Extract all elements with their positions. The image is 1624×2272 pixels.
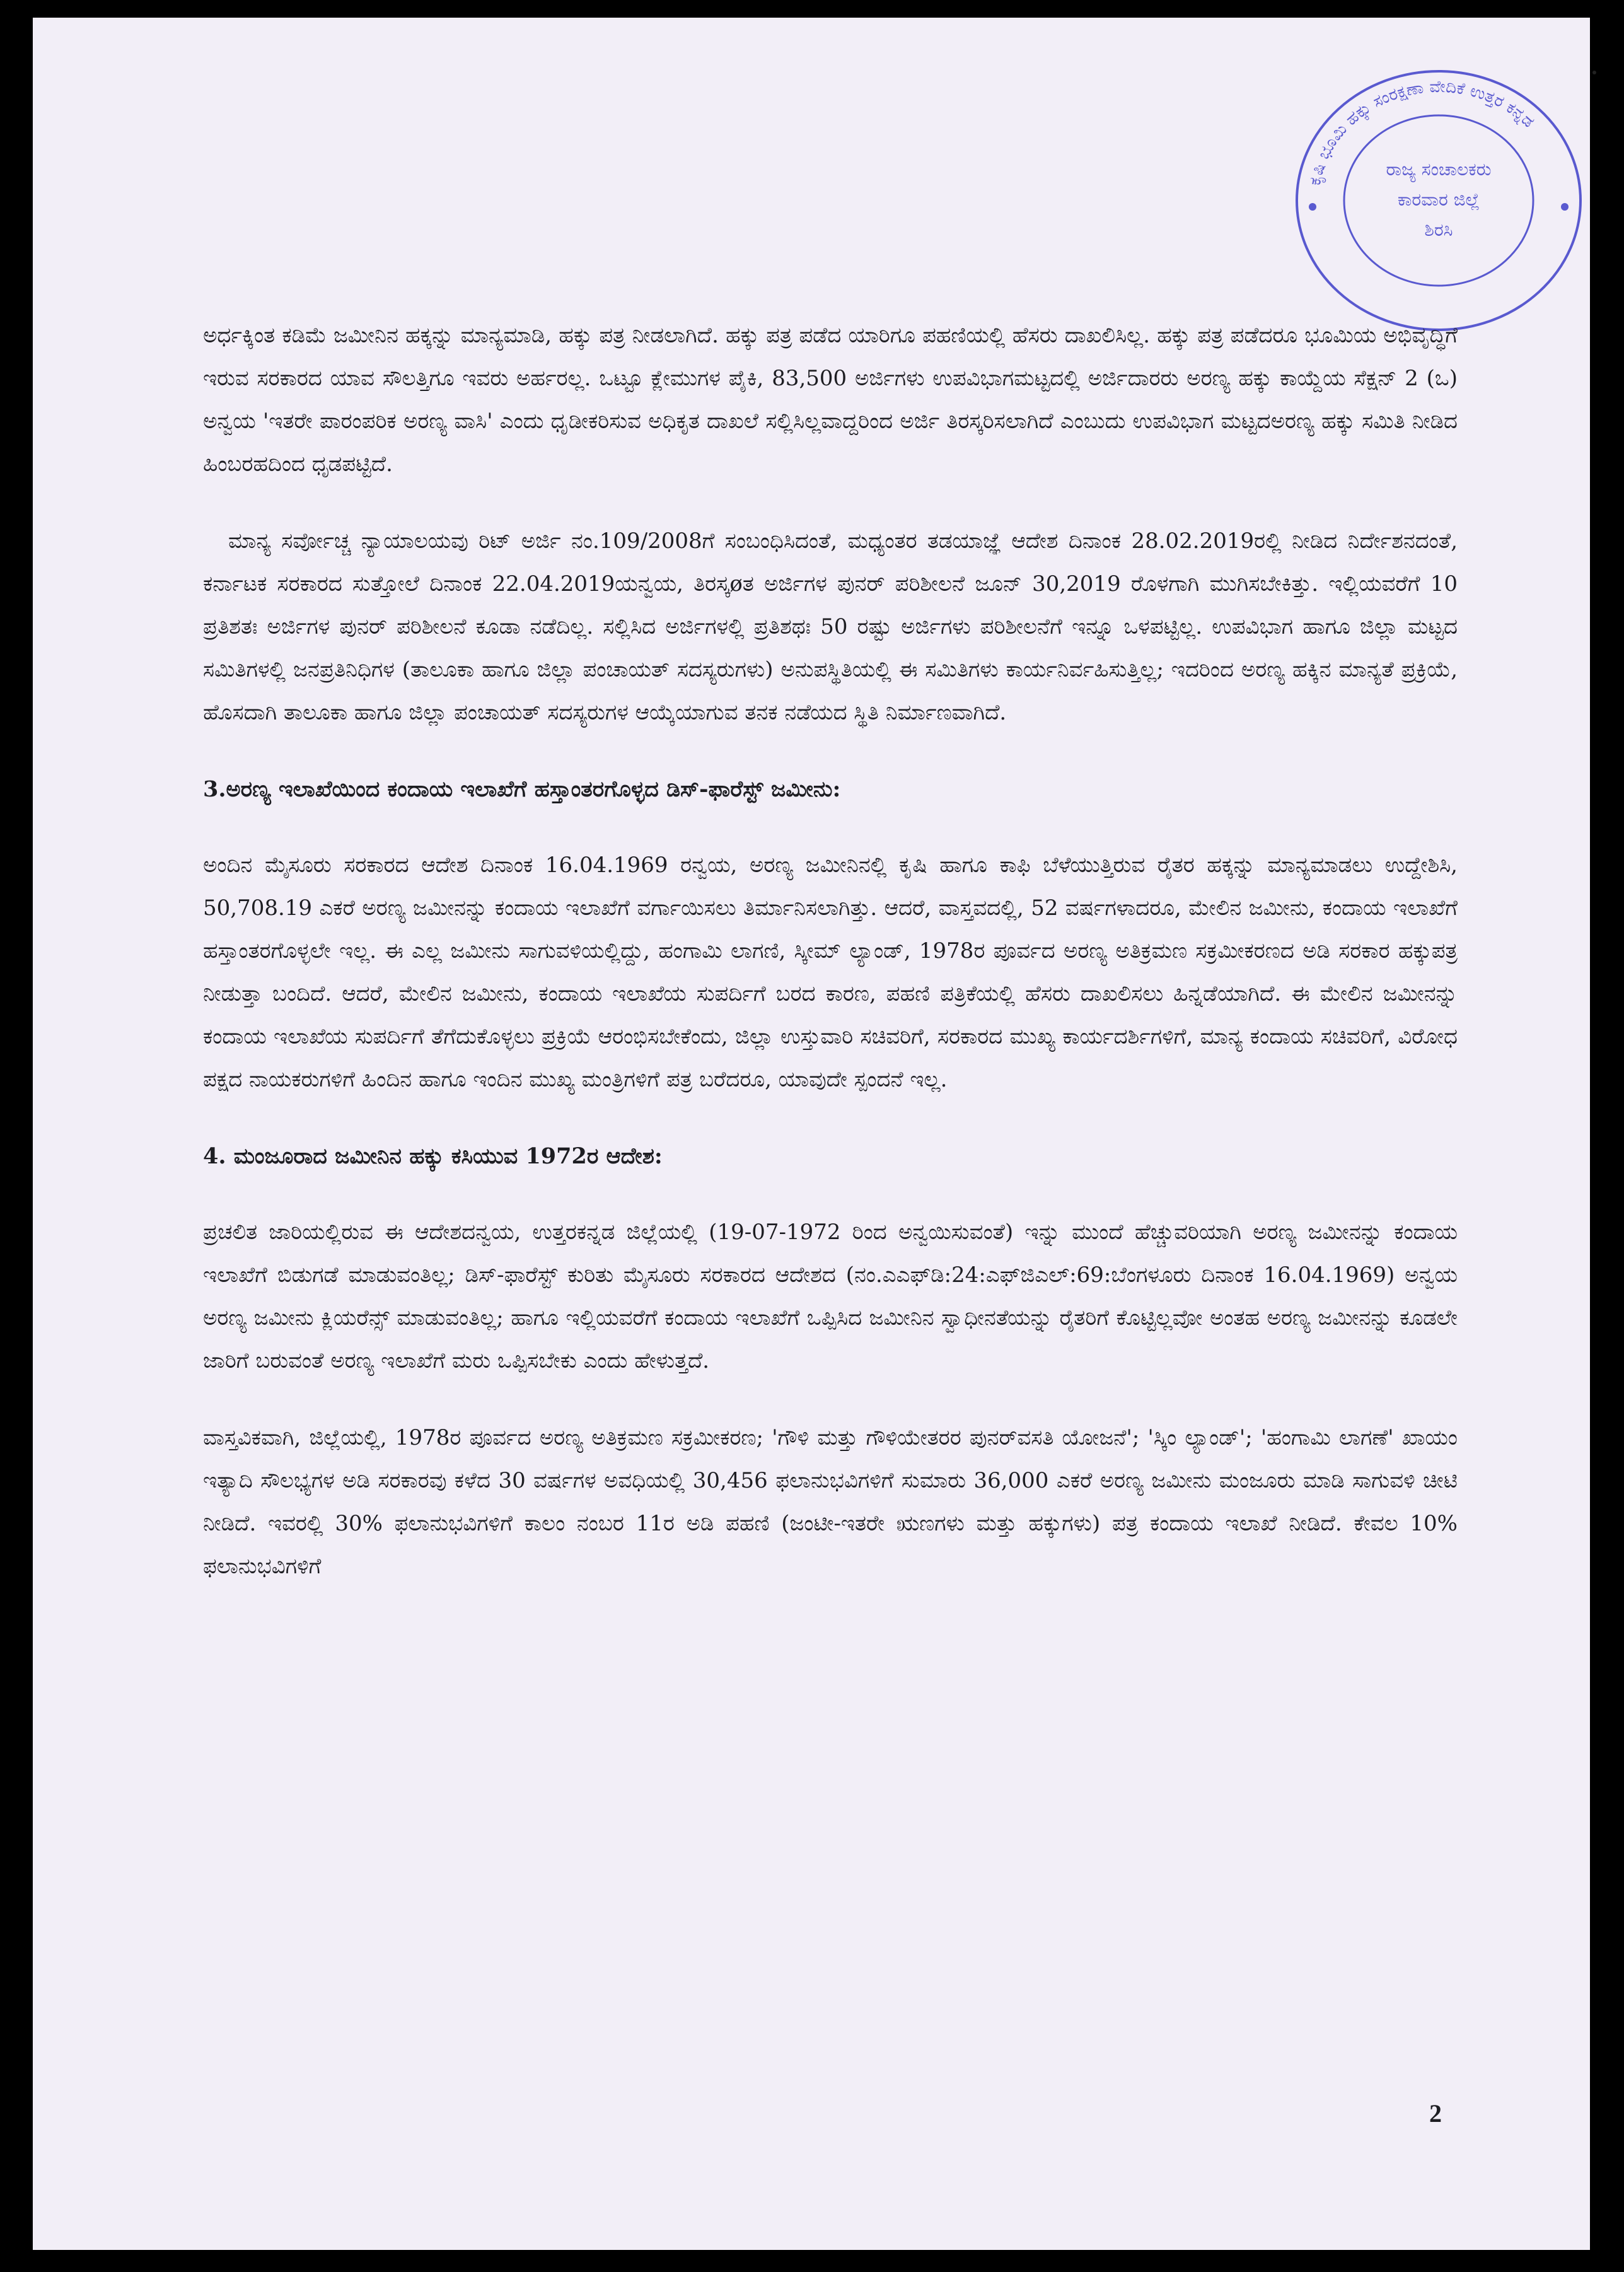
- ink-dot: [1592, 71, 1596, 74]
- section-heading-3: 3.ಅರಣ್ಯ ಇಲಾಖೆಯಿಂದ ಕಂದಾಯ ಇಲಾಖೆಗೆ ಹಸ್ತಾಂತರಗೊಳ್ಳದ ಡಿಸ್-ಫಾರೆಸ್ಟ್ ಜಮೀನು:: [203, 776, 841, 802]
- stamp-ring-text: ಕೃಷಿ ಭೂಮಿ ಹಕ್ಕು ಸಂರಕ್ಷಣಾ ವೇದಿಕೆ ಉತ್ತರ ಕನ್ನಡ: [1305, 77, 1538, 187]
- office-stamp: [1287, 62, 1590, 339]
- page-number: 2: [1429, 2099, 1442, 2128]
- stamp-line-1: ರಾಜ್ಯ ಸಂಚಾಲಕರು: [1386, 159, 1492, 180]
- paragraph-beneficiaries: ವಾಸ್ತವಿಕವಾಗಿ, ಜಿಲ್ಲೆಯಲ್ಲಿ, 1978ರ ಪೂರ್ವದ ಅರಣ್ಯ ಅತಿಕ್ರಮಣ ಸಕ್ರಮೀಕರಣ; 'ಗೌಳಿ ಮತ್ತು ಗೌಳಿಯೇತರರ ಪುನರ್‌ವಸತಿ ಯೋಜನೆ'; 'ಸ್ಕಿಂ ಲ್ಯಾಂಡ್'; 'ಹಂಗಾಮಿ ಲಾಗಣೆ' ಖಾಯಂ ಇತ್ಯಾದಿ ಸೌಲಭ್ಯಗಳ ಅಡಿ ಸರಕಾರವು ಕಳೆದ 30 ವರ್ಷಗಳ ಅವಧಿಯಲ್ಲಿ 30,456 ಫಲಾನುಭವಿಗಳಿಗೆ ಸುಮಾರು 36,000 ಎಕರೆ ಅರಣ್ಯ ಜಮೀನು ಮಂಜೂರು ಮಾಡಿ ಸಾಗುವಳಿ ಚೀಟಿ ನೀಡಿದೆ. ಇವರಲ್ಲಿ 30% ಫಲಾನುಭವಿಗಳಿಗೆ ಕಾಲಂ ನಂಬರ 11ರ ಅಡಿ ಪಹಣಿ (ಜಂಟೀ-ಇತರೇ ಋಣಗಳು ಮತ್ತು ಹಕ್ಕುಗಳು) ಪತ್ರ ಕಂದಾಯ ಇಲಾಖೆ ನೀಡಿದೆ. ಕೇವಲ 10% ಫಲಾನುಭವಿಗಳಿಗೆ: [203, 1425, 1458, 1579]
- document-page: [33, 18, 1590, 2250]
- paragraph-supreme-court-order: ಮಾನ್ಯ ಸರ್ವೋಚ್ಚ ನ್ಯಾಯಾಲಯವು ರಿಟ್ ಅರ್ಜಿ ನಂ.109/2008ಗೆ ಸಂಬಂಧಿಸಿದಂತೆ, ಮಧ್ಯಂತರ ತಡಯಾಜ್ಞೆ ಆದೇಶ ದಿನಾಂಕ 28.02.2019ರಲ್ಲಿ ನೀಡಿದ ನಿರ್ದೇಶನದಂತೆ, ಕರ್ನಾಟಕ ಸರಕಾರದ ಸುತ್ತೋಲೆ ದಿನಾಂಕ 22.04.2019ಯನ್ವಯ, ತಿರಸ್ಕøತ ಅರ್ಜಿಗಳ ಪುನರ್ ಪರಿಶೀಲನೆ ಜೂನ್ 30,2019 ರೊಳಗಾಗಿ ಮುಗಿಸಬೇಕಿತ್ತು. ಇಲ್ಲಿಯವರೆಗೆ 10 ಪ್ರತಿಶತಃ ಅರ್ಜಿಗಳ ಪುನರ್ ಪರಿಶೀಲನೆ ಕೂಡಾ ನಡೆದಿಲ್ಲ. ಸಲ್ಲಿಸಿದ ಅರ್ಜಿಗಳಲ್ಲಿ ಪ್ರತಿಶಥಃ 50 ರಷ್ಟು ಅರ್ಜಿಗಳು ಪರಿಶೀಲನೆಗೆ ಇನ್ನೂ ಒಳಪಟ್ಟಿಲ್ಲ. ಉಪವಿಭಾಗ ಹಾಗೂ ಜಿಲ್ಲಾ ಮಟ್ಟದ ಸಮಿತಿಗಳಲ್ಲಿ ಜನಪ್ರತಿನಿಧಿಗಳ (ತಾಲೂಕಾ ಹಾಗೂ ಜಿಲ್ಲಾ ಪಂಚಾಯತ್ ಸದಸ್ಯರುಗಳು) ಅನುಪಸ್ಥಿತಿಯಲ್ಲಿ ಈ ಸಮಿತಿಗಳು ಕಾರ್ಯನಿರ್ವಹಿಸುತ್ತಿಲ್ಲ; ಇದರಿಂದ ಅರಣ್ಯ ಹಕ್ಕಿನ ಮಾನ್ಯತೆ ಪ್ರಕ್ರಿಯೆ, ಹೊಸದಾಗಿ ತಾಲೂಕಾ ಹಾಗೂ ಜಿಲ್ಲಾ ಪಂಚಾಯತ್ ಸದಸ್ಯರುಗಳ ಆಯ್ಕೆಯಾಗುವ ತನಕ ನಡೆಯದ ಸ್ಥಿತಿ ನಿರ್ಮಾಣವಾಗಿದೆ.: [203, 528, 1458, 725]
- stamp-star-right: [1561, 203, 1569, 211]
- stamp-line-2: ಕಾರವಾರ ಜಿಲ್ಲೆ: [1397, 189, 1480, 210]
- paragraph-disforest-land: ಅಂದಿನ ಮೈಸೂರು ಸರಕಾರದ ಆದೇಶ ದಿನಾಂಕ 16.04.1969 ರನ್ವಯ, ಅರಣ್ಯ ಜಮೀನಿನಲ್ಲಿ ಕೃಷಿ ಹಾಗೂ ಕಾಫಿ ಬೆಳೆಯುತ್ತಿರುವ ರೈತರ ಹಕ್ಕನ್ನು ಮಾನ್ಯಮಾಡಲು ಉದ್ದೇಶಿಸಿ, 50,708.19 ಎಕರೆ ಅರಣ್ಯ ಜಮೀನನ್ನು ಕಂದಾಯ ಇಲಾಖೆಗೆ ವರ್ಗಾಯಿಸಲು ತಿರ್ಮಾನಿಸಲಾಗಿತ್ತು. ಆದರೆ, ವಾಸ್ತವದಲ್ಲಿ, 52 ವರ್ಷಗಳಾದರೂ, ಮೇಲಿನ ಜಮೀನು, ಕಂದಾಯ ಇಲಾಖೆಗೆ ಹಸ್ತಾಂತರಗೊಳ್ಳಲೇ ಇಲ್ಲ. ಈ ಎಲ್ಲ ಜಮೀನು ಸಾಗುವಳಿಯಲ್ಲಿದ್ದು, ಹಂಗಾಮಿ ಲಾಗಣಿ, ಸ್ಕೀಮ್ ಲ್ಯಾಂಡ್, 1978ರ ಪೂರ್ವದ ಅರಣ್ಯ ಅತಿಕ್ರಮಣ ಸಕ್ರಮೀಕರಣದ ಅಡಿ ಸರಕಾರ ಹಕ್ಕುಪತ್ರ ನೀಡುತ್ತಾ ಬಂದಿದೆ. ಆದರೆ, ಮೇಲಿನ ಜಮೀನು, ಕಂದಾಯ ಇಲಾಖೆಯ ಸುಪರ್ದಿಗೆ ಬರದ ಕಾರಣ, ಪಹಣಿ ಪತ್ರಿಕೆಯಲ್ಲಿ ಹೆಸರು ದಾಖಲಿಸಲು ಹಿನ್ನಡೆಯಾಗಿದೆ. ಈ ಮೇಲಿನ ಜಮೀನನ್ನು ಕಂದಾಯ ಇಲಾಖೆಯ ಸುಪರ್ದಿಗೆ ತೆಗೆದುಕೊಳ್ಳಲು ಪ್ರಕ್ರಿಯೆ ಆರಂಭಿಸಬೇಕೆಂದು, ಜಿಲ್ಲಾ ಉಸ್ತುವಾರಿ ಸಚಿವರಿಗೆ, ಸರಕಾರದ ಮುಖ್ಯ ಕಾರ್ಯದರ್ಶಿಗಳಿಗೆ, ಮಾನ್ಯ ಕಂದಾಯ ಸಚಿವರಿಗೆ, ವಿರೋಧ ಪಕ್ಷದ ನಾಯಕರುಗಳಿಗೆ ಹಿಂದಿನ ಹಾಗೂ ಇಂದಿನ ಮುಖ್ಯ ಮಂತ್ರಿಗಳಿಗೆ ಪತ್ರ ಬರೆದರೂ, ಯಾವುದೇ ಸ್ಪಂದನೆ ಇಲ್ಲ.: [203, 853, 1458, 1092]
- stamp-star-left: [1309, 203, 1316, 211]
- paragraph-1972-order: ಪ್ರಚಲಿತ ಜಾರಿಯಲ್ಲಿರುವ ಈ ಆದೇಶದನ್ವಯ, ಉತ್ತರಕನ್ನಡ ಜಿಲ್ಲೆಯಲ್ಲಿ (19-07-1972 ರಿಂದ ಅನ್ವಯಿಸುವಂತೆ) ಇನ್ನು ಮುಂದೆ ಹೆಚ್ಚುವರಿಯಾಗಿ ಅರಣ್ಯ ಜಮೀನನ್ನು ಕಂದಾಯ ಇಲಾಖೆಗೆ ಬಿಡುಗಡೆ ಮಾಡುವಂತಿಲ್ಲ; ಡಿಸ್-ಫಾರೆಸ್ಟ್ ಕುರಿತು ಮೈಸೂರು ಸರಕಾರದ ಆದೇಶದ (ನಂ.ಎಎಫ್‌ಡಿ:24:ಎಫ್‌ಜಿಎಲ್:69:ಬೆಂಗಳೂರು ದಿನಾಂಕ 16.04.1969) ಅನ್ವಯ ಅರಣ್ಯ ಜಮೀನು ಕ್ಲಿಯರೆನ್ಸ್ ಮಾಡುವಂತಿಲ್ಲ; ಹಾಗೂ ಇಲ್ಲಿಯವರೆಗೆ ಕಂದಾಯ ಇಲಾಖೆಗೆ ಒಪ್ಪಿಸಿದ ಜಮೀನಿನ ಸ್ವಾಧೀನತೆಯನ್ನು ರೈತರಿಗೆ ಕೊಟ್ಟಿಲ್ಲವೋ ಅಂತಹ ಅರಣ್ಯ ಜಮೀನನ್ನು ಕೂಡಲೇ ಜಾರಿಗೆ ಬರುವಂತೆ ಅರಣ್ಯ ಇಲಾಖೆಗೆ ಮರು ಒಪ್ಪಿಸಬೇಕು ಎಂದು ಹೇಳುತ್ತದೆ.: [203, 1220, 1458, 1373]
- stamp-line-3: ಶಿರಸಿ: [1424, 219, 1453, 240]
- section-heading-4: 4. ಮಂಜೂರಾದ ಜಮೀನಿನ ಹಕ್ಕು ಕಸಿಯುವ 1972ರ ಆದೇಶ:: [203, 1143, 663, 1169]
- document-body: [203, 314, 1458, 1622]
- paragraph-rejected-claims: ಅರ್ಧಕ್ಕಿಂತ ಕಡಿಮೆ ಜಮೀನಿನ ಹಕ್ಕನ್ನು ಮಾನ್ಯಮಾಡಿ, ಹಕ್ಕು ಪತ್ರ ನೀಡಲಾಗಿದೆ. ಹಕ್ಕು ಪತ್ರ ಪಡೆದ ಯಾರಿಗೂ ಪಹಣಿಯಲ್ಲಿ ಹೆಸರು ದಾಖಲಿಸಿಲ್ಲ. ಹಕ್ಕು ಪತ್ರ ಪಡೆದರೂ ಭೂಮಿಯ ಅಭಿವೃದ್ಧಿಗೆ ಇರುವ ಸರಕಾರದ ಯಾವ ಸೌಲತ್ತಿಗೂ ಇವರು ಅರ್ಹರಲ್ಲ. ಒಟ್ಟೂ ಕ್ಲೇಮುಗಳ ಪೈಕಿ, 83,500 ಅರ್ಜಿಗಳು ಉಪವಿಭಾಗಮಟ್ಟದಲ್ಲಿ ಅರ್ಜಿದಾರರು ಅರಣ್ಯ ಹಕ್ಕು ಕಾಯ್ದೆಯ ಸೆಕ್ಷನ್ 2 (ಒ) ಅನ್ವಯ 'ಇತರೇ ಪಾರಂಪರಿಕ ಅರಣ್ಯ ವಾಸಿ' ಎಂದು ಧೃಡೀಕರಿಸುವ ಅಧಿಕೃತ ದಾಖಲೆ ಸಲ್ಲಿಸಿಲ್ಲವಾದ್ದರಿಂದ ಅರ್ಜಿ ತಿರಸ್ಕರಿಸಲಾಗಿದೆ ಎಂಬುದು ಉಪವಿಭಾಗ ಮಟ್ಟದಅರಣ್ಯ ಹಕ್ಕು ಸಮಿತಿ ನೀಡಿದ ಹಿಂಬರಹದಿಂದ ಧೃಡಪಟ್ಟಿದೆ.: [203, 323, 1458, 477]
